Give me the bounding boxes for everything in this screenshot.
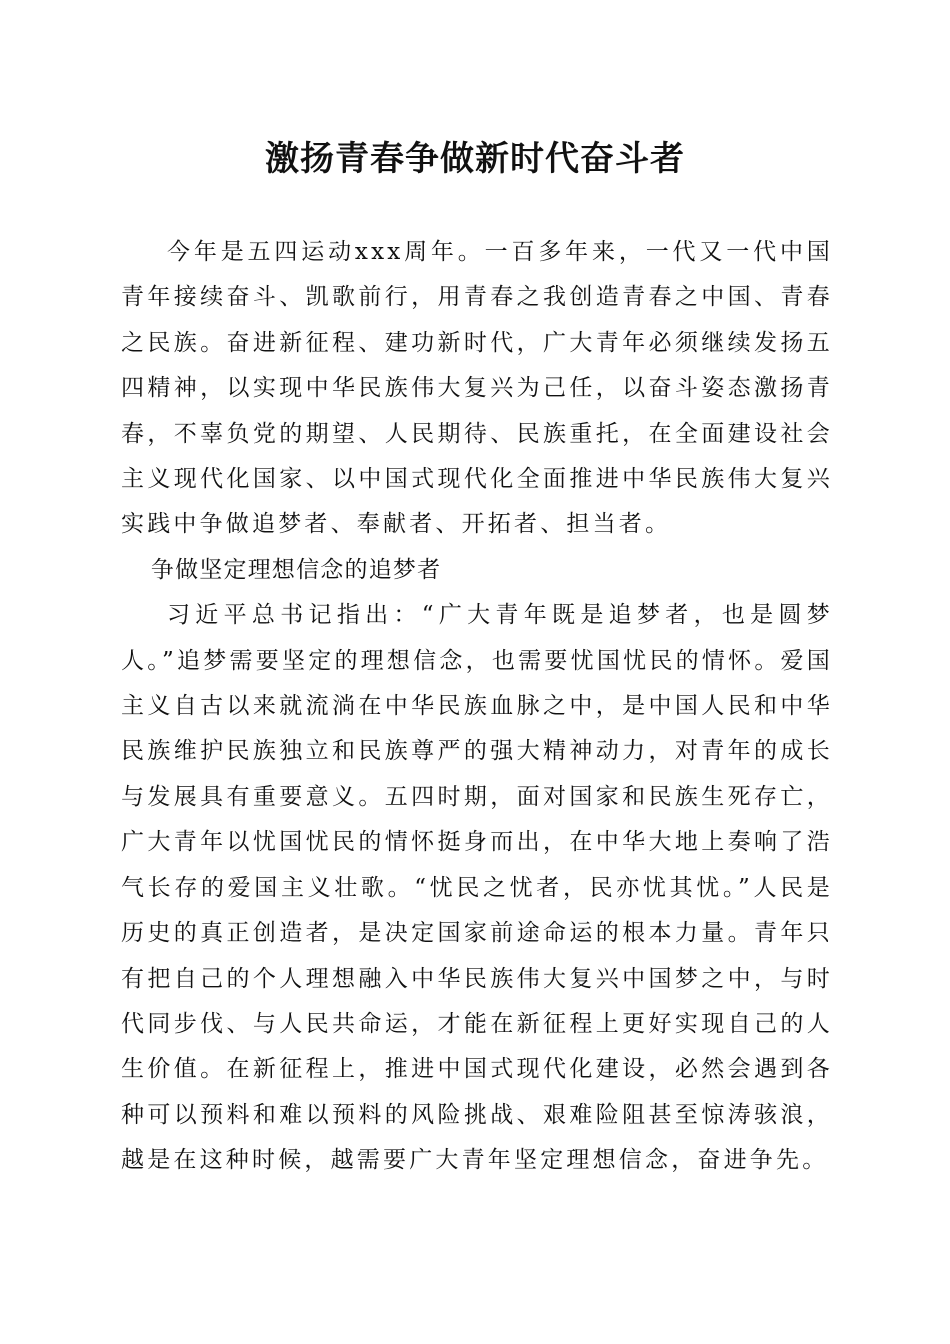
- section-heading: 争做坚定理想信念的追梦者: [150, 556, 442, 583]
- document-body: [121, 230, 833, 1184]
- section-paragraph: 习近平总书记指出：“广大青年既是追梦者，也是圆梦人。”追梦需要坚定的理想信念，也需要忧国忧民的情怀。爱国主义自古以来就流淌在中华民族血脉之中，是中国人民和中华民族维护民族独立和民族尊严的强大精神动力，对青年的成长与发展具有重要意义。五四时期，面对国家和民族生死存亡，广大青年以忧国忧民的情怀挺身而出，在中华大地上奏响了浩气长存的爱国主义壮歌。“忧民之忧者，民亦忧其忧。”人民是历史的真正创造者，是决定国家前途命运的根本力量。青年只有把自己的个人理想融入中华民族伟大复兴中国梦之中，与时代同步伐、与人民共命运，才能在新征程上更好实现自己的人生价值。在新征程上，推进中国式现代化建设，必然会遇到各种可以预料和难以预料的风险挑战、艰难险阻甚至惊涛骇浪，越是在这种时候，越需要广大青年坚定理想信念，奋进争先。: [121, 602, 833, 1174]
- intro-paragraph: 今年是五四运动xxx周年。一百多年来，一代又一代中国青年接续奋斗、凯歌前行，用青春之我创造青春之中国、青春之民族。奋进新征程、建功新时代，广大青年必须继续发扬五四精神，以实现中华民族伟大复兴为己任，以奋斗姿态激扬青春，不辜负党的期望、人民期待、民族重托，在全面建设社会主义现代化国家、以中国式现代化全面推进中华民族伟大复兴实践中争做追梦者、奉献者、开拓者、担当者。: [121, 239, 833, 538]
- document-title: 激扬青春争做新时代奋斗者: [265, 139, 685, 179]
